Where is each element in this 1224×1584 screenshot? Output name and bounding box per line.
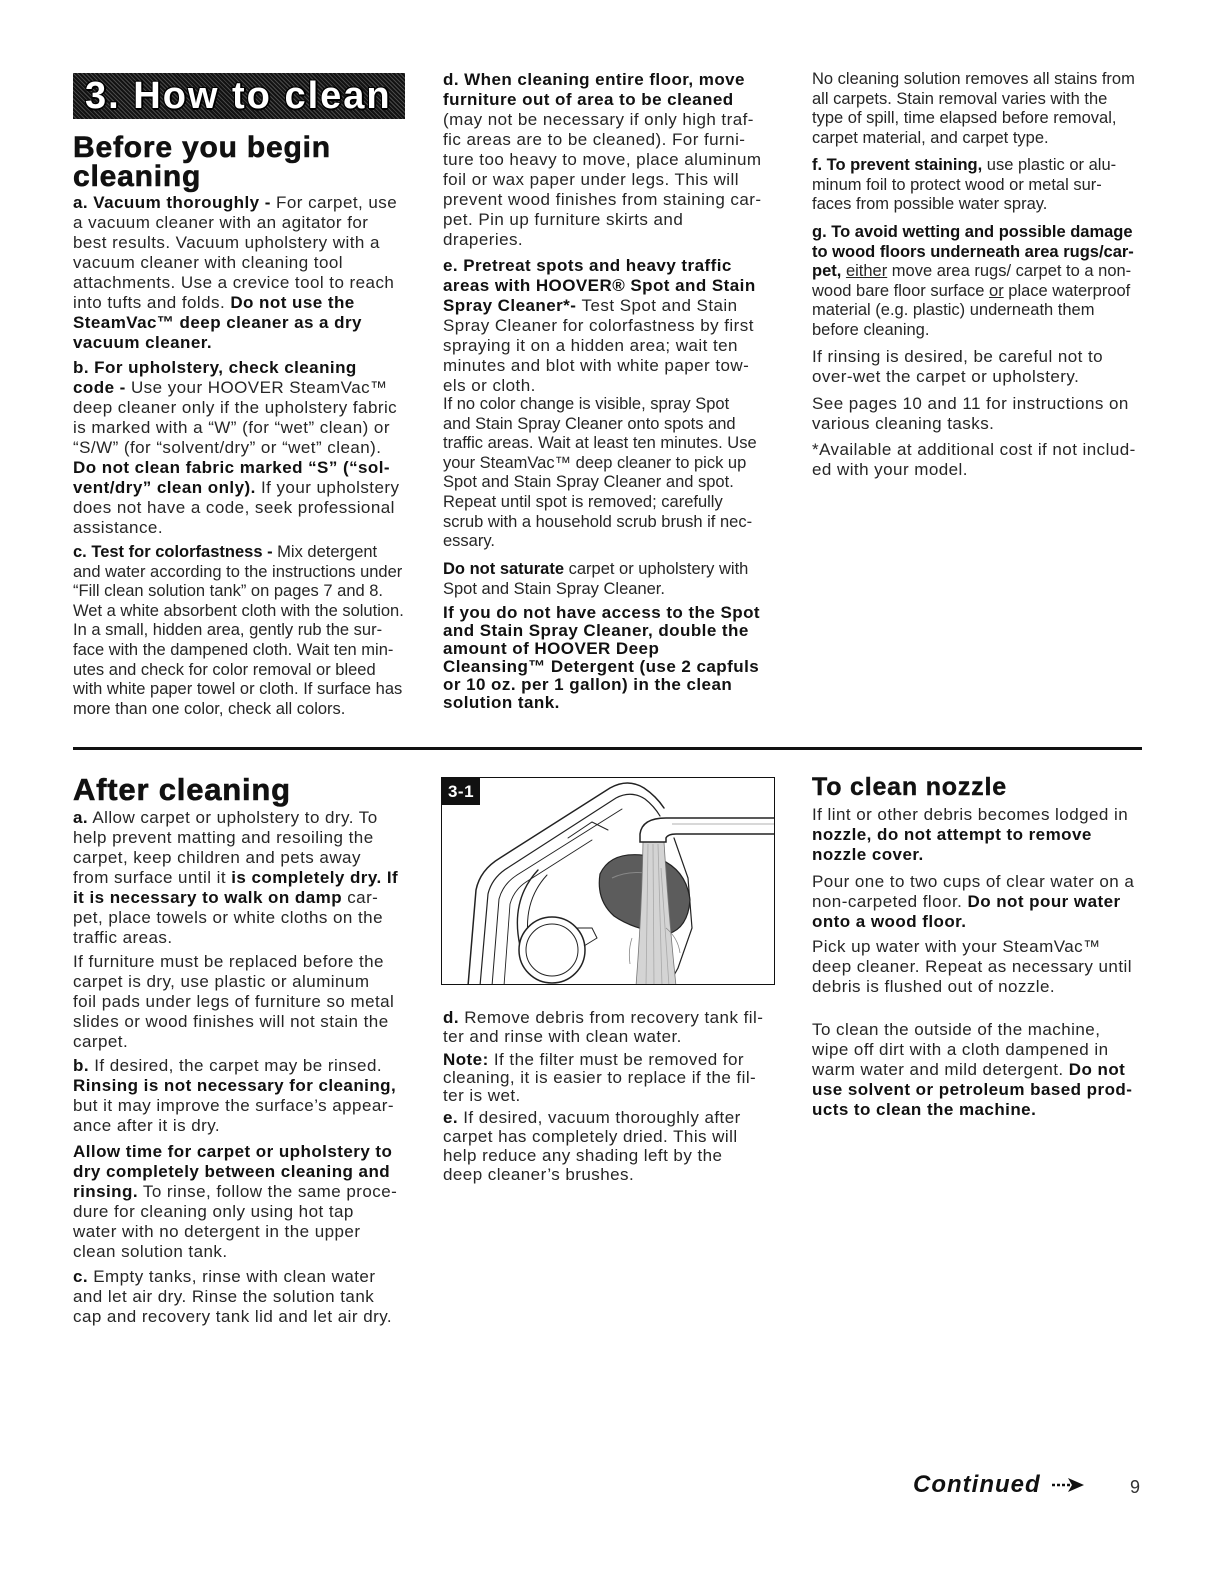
body-text: carpet or upholstery with Spot and Stain Spray Cleaner.: [443, 560, 749, 598]
body-text: move area rugs/ carpet to a non- wood bare floor surface: [812, 262, 1132, 300]
bold-text: b.: [73, 1056, 90, 1075]
paragraph-prevent-staining: [812, 156, 1116, 215]
paragraph-rinse-optional: [73, 1056, 396, 1136]
bold-text: Rinsing is not necessary for cleaning,: [73, 1076, 397, 1095]
bold-text: nozzle, do not attempt to remove nozzle cover.: [812, 825, 1092, 864]
after-cleaning-heading: After cleaning: [73, 772, 291, 807]
bold-text: f. To prevent staining,: [812, 156, 983, 174]
bold-text: Allow time for carpet or upholstery to dry completely between cleaning and rinsing.: [73, 1142, 393, 1201]
body-text: For carpet, use a vacuum cleaner with an agitator for best results. Vacuum upholstery with a vacuum cleaner with cleaning tool attachments. Use a crevice tool to reach into tufts and folds.: [73, 193, 398, 312]
body-text: Remove debris from recovery tank fil- ter and rinse with clean water.: [443, 1008, 764, 1046]
body-text: but it may improve the surface’s appear- ance after it is dry.: [73, 1096, 394, 1135]
paragraph-pretreat-spots: [443, 256, 756, 396]
nozzle-wheel: [519, 917, 597, 983]
paragraph-do-not-saturate: [443, 560, 748, 599]
bold-text: d.: [443, 1008, 460, 1027]
body-text: If desired, the carpet may be rinsed.: [94, 1056, 383, 1075]
clean-nozzle-heading: To clean nozzle: [812, 773, 1007, 801]
paragraph-lint: [812, 805, 1128, 865]
before-cleaning-heading: Before you begin cleaning: [73, 131, 331, 193]
paragraph-allow-time: [73, 1142, 397, 1262]
body-text: use plastic or alu- minum foil to protect wood or metal sur- faces from possible water spray.: [812, 156, 1117, 214]
bold-text: Do not clean fabric marked “S” (“sol- vent/dry” clean only).: [73, 458, 391, 497]
nozzle-rinse-illustration: [442, 778, 775, 985]
body-text: Test Spot and Stain Spray Cleaner for colorfastness by first spraying it on a hidden area; wait ten minutes and blot with white paper tow- els or cloth.: [443, 296, 754, 395]
bold-text: g. To avoid wetting and possible damage to wood floors underneath area rugs/car- pet,: [812, 223, 1134, 281]
paragraph-no-spray-access: If you do not have access to the Spot and Stain Spray Cleaner, double the amount of HOOVER Deep Cleansing™ Detergent (use 2 capfuls or 10 oz. per 1 gallon) in the clean solution tank.: [443, 603, 761, 712]
bold-text: c. Test for colorfastness -: [73, 543, 278, 561]
arrow-right-icon: [1050, 1477, 1086, 1493]
paragraph-vacuum-after: [443, 1108, 741, 1184]
body-text: If the filter must be removed for cleaning, it is easier to replace if the fil- ter is wet.: [443, 1050, 757, 1105]
body-text: If desired, vacuum thoroughly after carpet has completely dried. This will help reduce any shading left by the deep cleaner’s brushes.: [443, 1108, 741, 1184]
body-text: To clean the outside of the machine, wipe off dirt with a cloth dampened in warm water and mild detergent.: [812, 1020, 1109, 1079]
paragraph-stain-removal-note: No cleaning solution removes all stains from all carpets. Stain removal varies with the type of spill, time elapsed before removal, carpet material, and carpet type.: [812, 70, 1135, 147]
paragraph-availability-note: *Available at additional cost if not includ- ed with your model.: [812, 440, 1136, 479]
continued-label: Continued: [913, 1471, 1041, 1498]
body-text: Use your HOOVER SteamVac™ deep cleaner only if the upholstery fabric is marked with a “W” (for “wet” clean) or “S/W” (for “solvent/dry” or “wet” clean).: [73, 378, 398, 457]
faucet: [640, 818, 775, 842]
underlined-text: or: [989, 281, 1004, 300]
body-text: Mix detergent and water according to the instructions under “Fill clean solution tank” on pages 7 and 8. Wet a white absorbent cloth with the solution. In a small, hidden area, gently rub the sur- face with the dampened cloth. Wait ten min- utes and check for color removal or bleed with white paper towel or cloth. If surface has more than one color, check all colors.: [73, 543, 404, 718]
body-text: Pour one to two cups of clear water on a non-carpeted floor.: [812, 872, 1135, 911]
paragraph-move-furniture: [443, 70, 762, 250]
body-text: place waterproof material (e.g. plastic) underneath them before cleaning.: [812, 281, 1131, 339]
bold-text: a.: [73, 808, 89, 827]
section-divider: [73, 747, 1142, 750]
bold-text: a. Vacuum thoroughly -: [73, 193, 277, 212]
paragraph-vacuum-thoroughly: [73, 193, 397, 353]
bold-text: Do not use the SteamVac™ deep cleaner as a dry vacuum cleaner.: [73, 293, 362, 352]
bold-text: e.: [443, 1108, 459, 1127]
paragraph-pour-water: [812, 872, 1134, 932]
bold-text: e. Pretreat spots and heavy traffic areas with HOOVER® Spot and Stain Spray Cleaner*-: [443, 256, 756, 315]
body-text: car- pet, place towels or white cloths on the traffic areas.: [73, 888, 383, 947]
body-text: If your upholstery does not have a code, seek professional assistance.: [73, 478, 400, 537]
bold-text: Do not pour water onto a wood floor.: [812, 892, 1121, 931]
bold-text: Do not use solvent or petroleum based prod- ucts to clean the machine.: [812, 1060, 1133, 1119]
paragraph-clean-outside: [812, 1020, 1132, 1120]
paragraph-filter-note: [443, 1051, 756, 1105]
bold-text: b. For upholstery, check cleaning code -: [73, 358, 357, 397]
paragraph-empty-tanks: [73, 1267, 392, 1327]
paragraph-rinse-caution: If rinsing is desired, be careful not to over-wet the carpet or upholstery.: [812, 347, 1104, 386]
paragraph-allow-dry: [73, 808, 398, 948]
paragraph-remove-debris: [443, 1008, 763, 1046]
paragraph-spot-repeat: If no color change is visible, spray Spot and Stain Spray Cleaner onto spots and traffic areas. Wait at least ten minutes. Use your SteamVac™ deep cleaner to pick up Spot and Stain Spray Cleaner and spot. Repeat until spot is removed; carefully scrub with a household scrub brush if nec- essary.: [443, 395, 757, 551]
underlined-text: either: [845, 262, 888, 281]
paragraph-upholstery-code: [73, 358, 399, 538]
paragraph-colorfastness: [73, 543, 404, 719]
paragraph-furniture-replace: If furniture must be replaced before the carpet is dry, use plastic or aluminum foil pads under legs of furniture so metal slides or wood finishes will not stain the carpet.: [73, 952, 395, 1051]
body-text: To rinse, follow the same proce- dure for cleaning only using hot tap water with no detergent in the upper clean solution tank.: [73, 1182, 398, 1261]
bold-text: is completely dry. If it is necessary to walk on damp: [73, 868, 399, 907]
body-text: Allow carpet or upholstery to dry. To help prevent matting and resoiling the carpet, keep children and pets away from surface until it: [73, 808, 378, 887]
body-text: (may not be necessary if only high traf- fic areas are to be cleaned). For furni- ture too heavy to move, place aluminum foil or wax paper under legs. This will prevent wood finishes from staining car- pet. Pin up furniture skirts and draperies.: [443, 110, 762, 249]
body-text: Empty tanks, rinse with clean water and let air dry. Rinse the solution tank cap and recovery tank lid and let air dry.: [73, 1267, 393, 1326]
paragraph-wood-floors: [812, 223, 1134, 341]
bold-text: Do not saturate: [443, 560, 565, 578]
figure-label: 3-1: [442, 778, 480, 805]
body-text: If lint or other debris becomes lodged in: [812, 805, 1129, 824]
paragraph-pick-up-water: Pick up water with your SteamVac™ deep cleaner. Repeat as necessary until debris is flushed out of nozzle.: [812, 937, 1132, 996]
paragraph-see-pages: See pages 10 and 11 for instructions on various cleaning tasks.: [812, 394, 1129, 433]
bold-text: c.: [73, 1267, 89, 1286]
section-banner: 3. How to clean: [73, 73, 405, 119]
bold-text: Note:: [443, 1050, 489, 1069]
bold-text: d. When cleaning entire floor, move furniture out of area to be cleaned: [443, 70, 745, 109]
page-number: 9: [1130, 1477, 1141, 1497]
figure-3-1: [441, 777, 775, 985]
